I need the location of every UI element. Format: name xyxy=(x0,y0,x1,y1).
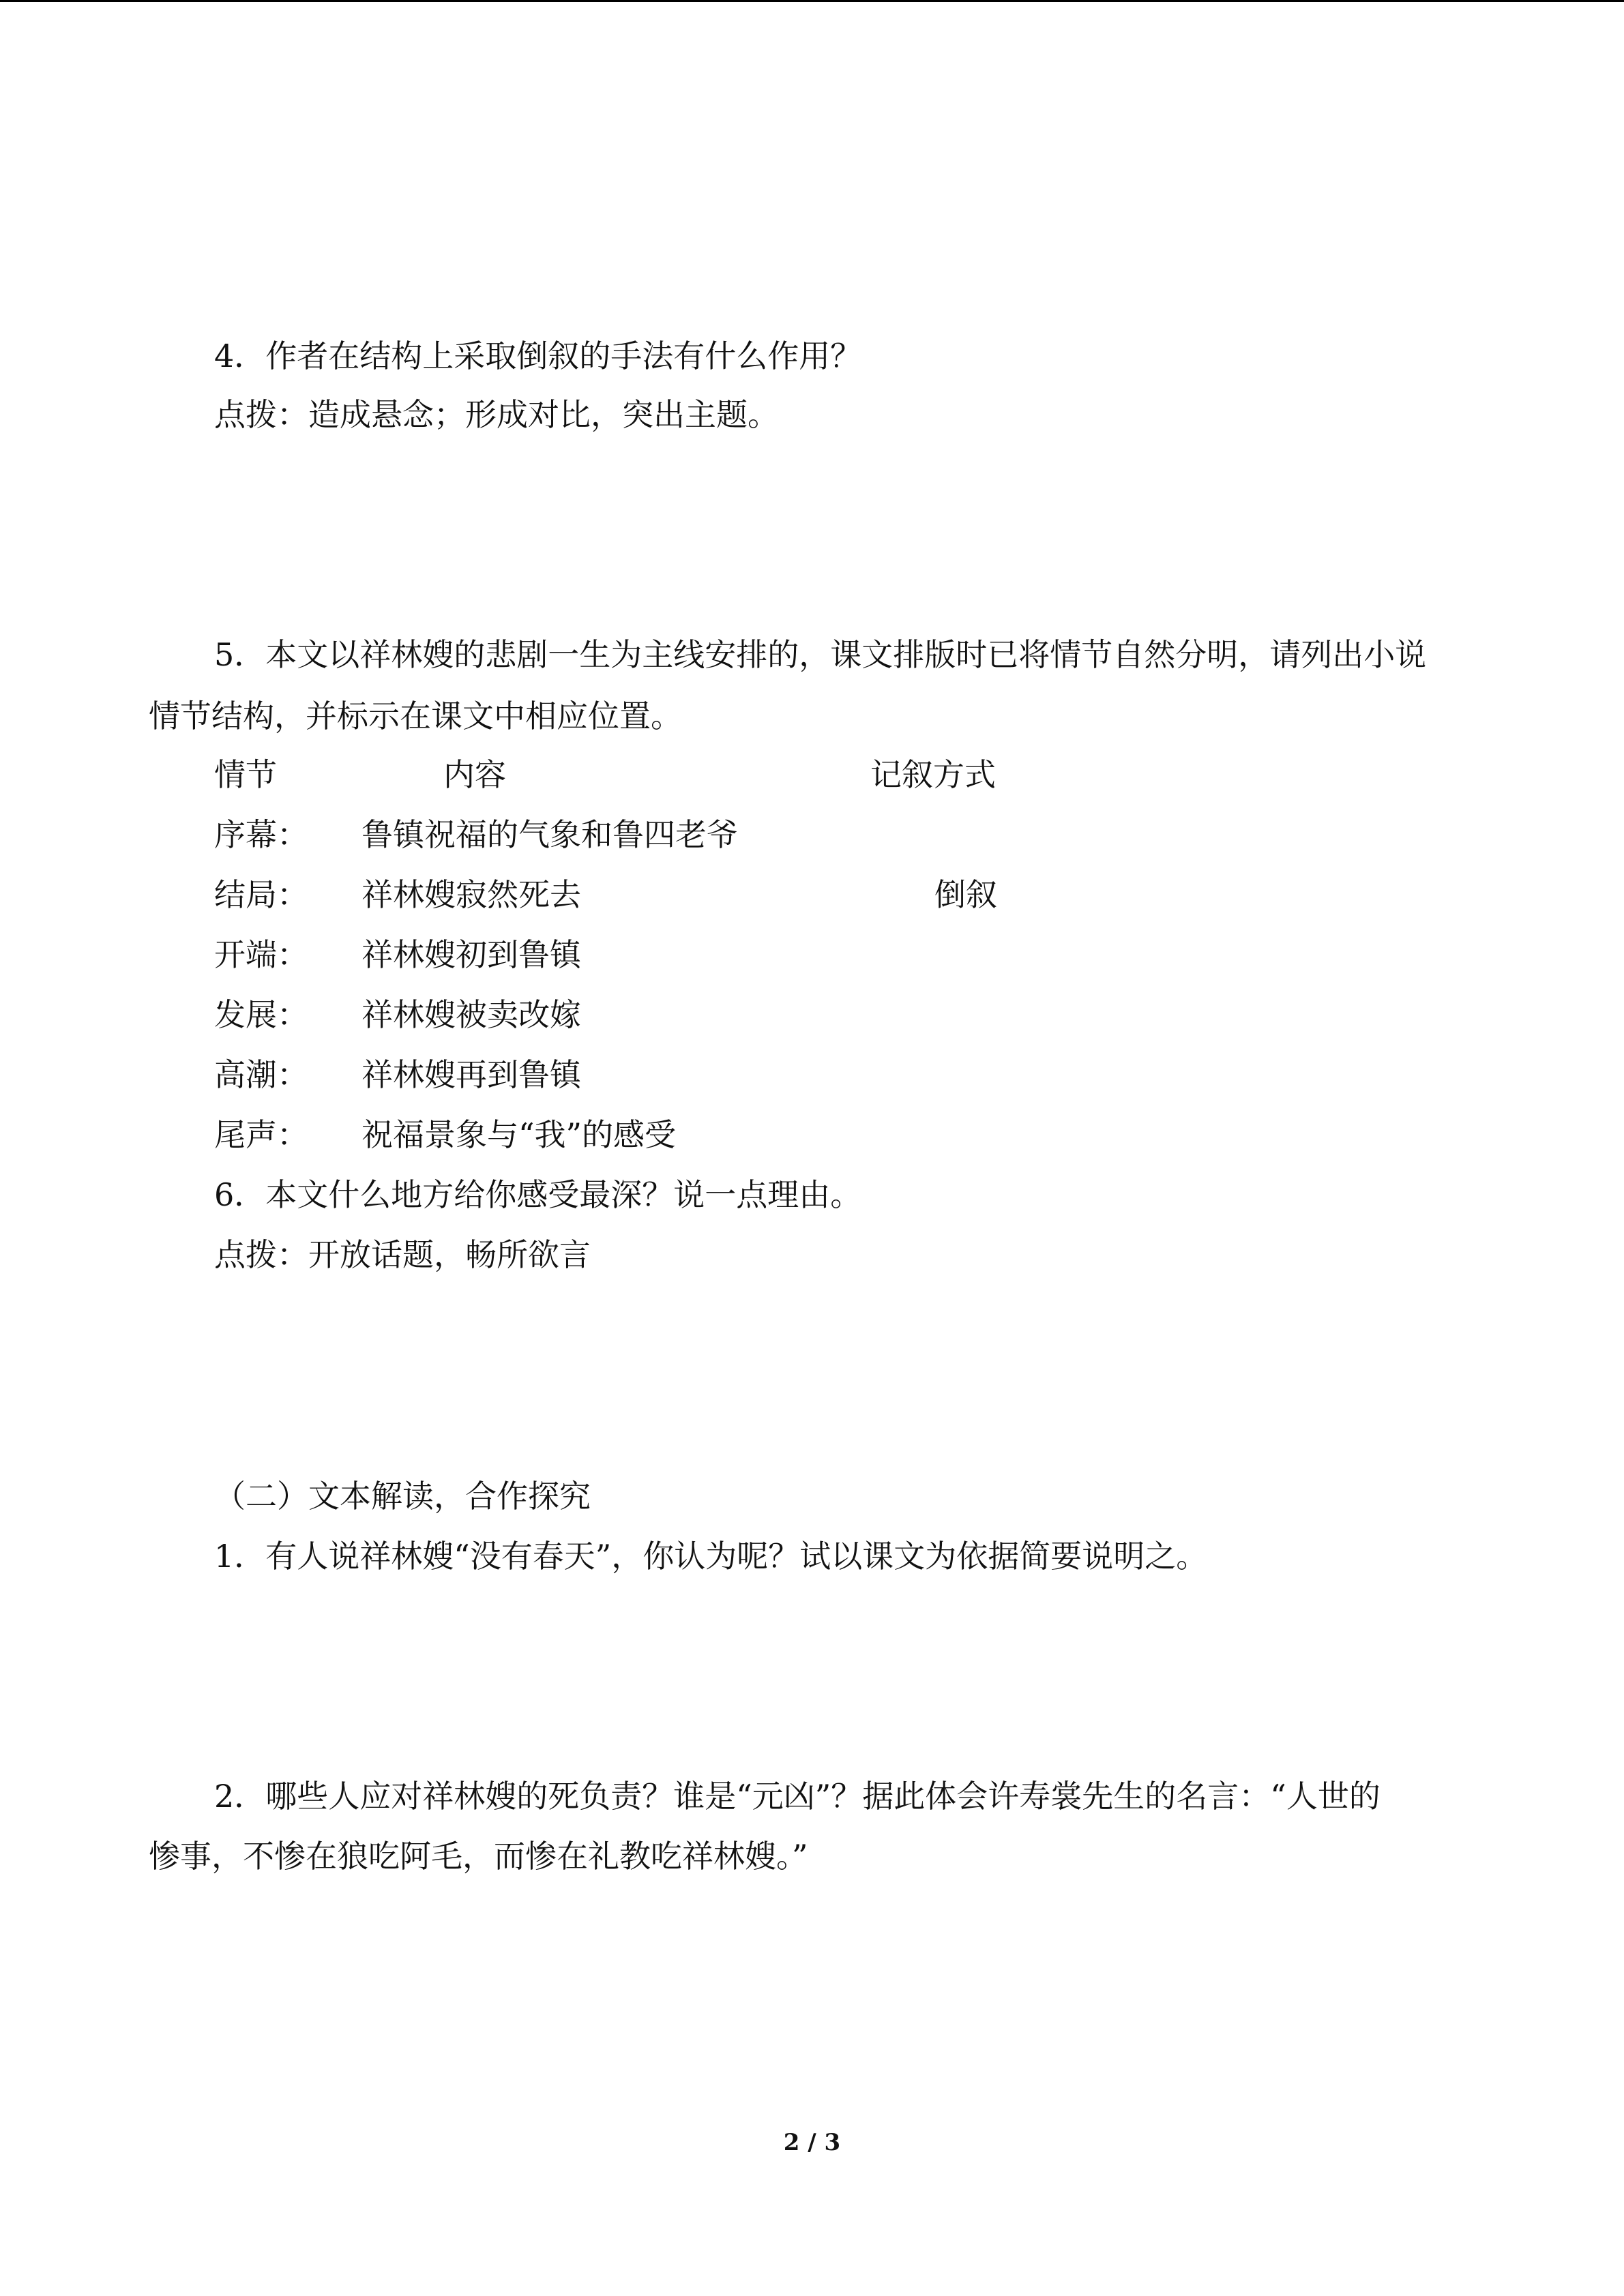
q4-question: 4．作者在结构上采取倒叙的手法有什么作用？ xyxy=(214,338,862,374)
q6-question: 6．本文什么地方给你感受最深？说一点理由。 xyxy=(214,1176,862,1213)
row-content: 祥林嫂被卖改嫁 xyxy=(361,996,581,1033)
section2-q2-line2: 惨事，不惨在狼吃阿毛，而惨在礼教吃祥林嫂。” xyxy=(149,1838,808,1875)
row-content: 祥林嫂初到鲁镇 xyxy=(361,936,581,973)
row-label: 序幕： xyxy=(214,816,308,853)
row-content: 祝福景象与“我”的感受 xyxy=(361,1116,677,1153)
q5-question-line2: 情节结构，并标示在课文中相应位置。 xyxy=(149,698,682,734)
page-number: 2 / 3 xyxy=(783,2129,841,2156)
row-label: 开端： xyxy=(214,936,308,973)
row-content: 祥林嫂寂然死去 xyxy=(361,876,581,913)
table-header-method: 记叙方式 xyxy=(870,756,996,793)
section2-q2-line1: 2．哪些人应对祥林嫂的死负责？谁是“元凶”？据此体会许寿裳先生的名言：“人世的 xyxy=(214,1778,1381,1815)
row-label: 发展： xyxy=(214,996,308,1033)
table-header-plot: 情节 xyxy=(214,756,277,793)
row-method: 倒叙 xyxy=(934,876,997,913)
table-header-content: 内容 xyxy=(443,756,506,793)
q6-hint: 点拨：开放话题，畅所欲言 xyxy=(214,1236,591,1273)
top-border-rule xyxy=(0,0,1624,2)
section2-heading: （二）文本解读，合作探究 xyxy=(214,1478,591,1515)
q4-hint: 点拨：造成悬念；形成对比，突出主题。 xyxy=(214,396,779,433)
row-label: 尾声： xyxy=(214,1116,308,1153)
q5-question-line1: 5．本文以祥林嫂的悲剧一生为主线安排的，课文排版时已将情节自然分明，请列出小说 xyxy=(214,636,1427,673)
row-label: 结局： xyxy=(214,876,308,913)
row-label: 高潮： xyxy=(214,1056,308,1093)
row-content: 祥林嫂再到鲁镇 xyxy=(361,1056,581,1093)
section2-q1: 1．有人说祥林嫂“没有春天”，你认为呢？试以课文为依据简要说明之。 xyxy=(214,1538,1208,1575)
row-content: 鲁镇祝福的气象和鲁四老爷 xyxy=(361,816,738,853)
